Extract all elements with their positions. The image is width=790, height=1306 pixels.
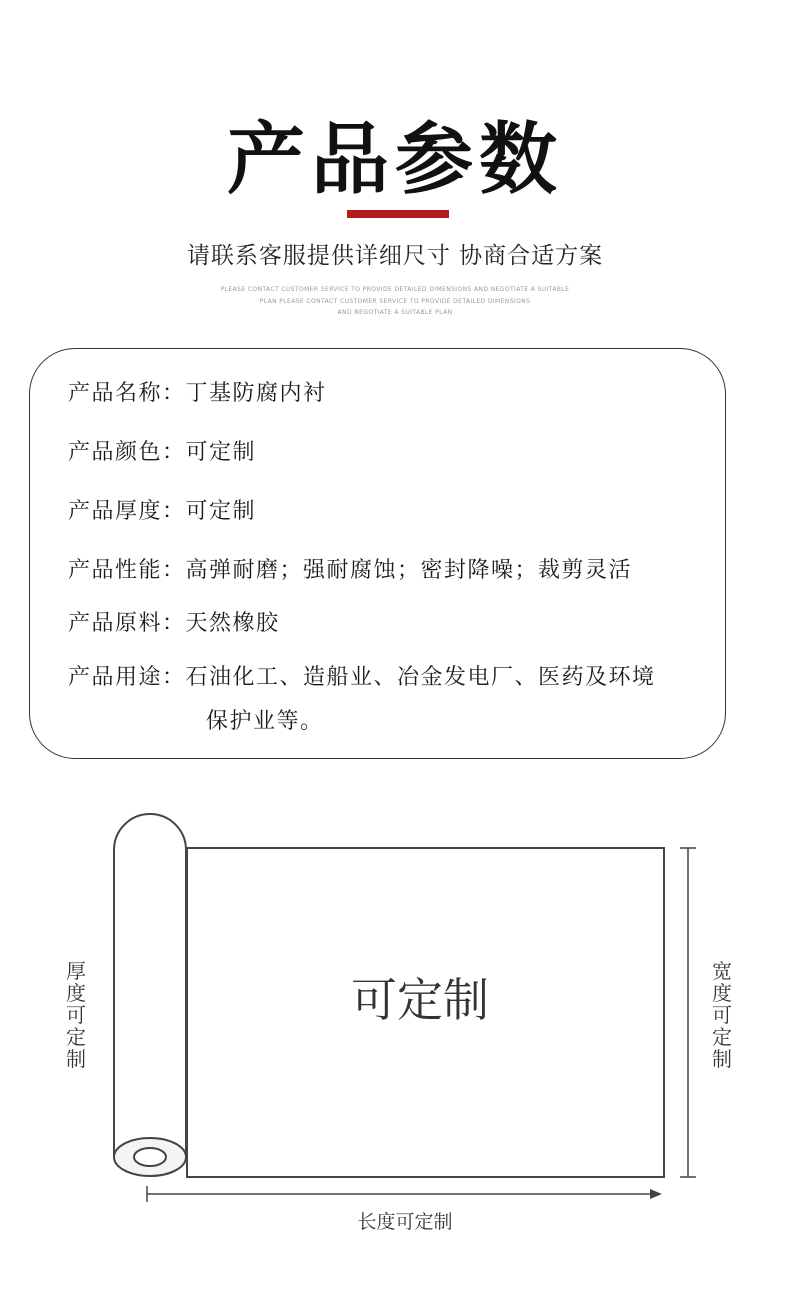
param-label: 产品原料：: [68, 611, 186, 636]
diagram-center-label: 可定制: [351, 973, 489, 1027]
roll-core: [134, 1148, 166, 1166]
param-label: 产品厚度：: [68, 499, 186, 524]
length-arrow-head: [650, 1189, 662, 1199]
param-label: 产品名称：: [68, 381, 186, 406]
param-label: 产品性能：: [68, 558, 186, 583]
english-line: PLAN PLEASE CONTACT CUSTOMER SERVICE TO PROVIDE DETAILED DIMENSIONS: [259, 297, 531, 305]
param-value: 石油化工、造船业、冶金发电厂、医药及环境: [185, 665, 656, 690]
param-label: 产品用途：: [68, 665, 186, 690]
param-value: 高弹耐磨；强耐腐蚀；密封降噪；裁剪灵活: [185, 558, 633, 583]
param-row-performance: [68, 556, 632, 586]
param-value: 可定制: [185, 440, 257, 465]
english-line: PLEASE CONTACT CUSTOMER SERVICE TO PROVIDE DETAILED DIMENSIONS AND NEGOTIATE A SUITABLE: [220, 286, 570, 293]
param-value: 天然橡胶: [185, 611, 280, 636]
param-row-thickness: [68, 497, 256, 527]
param-usage-continued: 保护业等。: [206, 709, 324, 734]
param-label: 产品颜色：: [68, 440, 186, 465]
english-line: AND NEGOTIATE A SUITABLE PLAN: [337, 309, 453, 316]
param-row-name: [68, 379, 327, 409]
param-value: 可定制: [185, 499, 257, 524]
title-underline: [347, 210, 449, 218]
width-label: 宽度可定制: [712, 959, 732, 1071]
param-row-material: [68, 609, 280, 639]
length-label: 长度可定制: [357, 1211, 453, 1233]
page-title: 产品参数: [226, 115, 563, 205]
param-row-color: [68, 438, 256, 468]
thickness-label: 厚度可定制: [66, 959, 86, 1071]
param-row-usage: [68, 663, 656, 693]
page-subtitle: 请联系客服提供详细尺寸 协商合适方案: [186, 243, 604, 269]
params-card: [29, 348, 726, 759]
english-subtitle: [190, 284, 600, 319]
param-value: 丁基防腐内衬: [185, 381, 327, 406]
roll-body: [114, 814, 186, 1157]
